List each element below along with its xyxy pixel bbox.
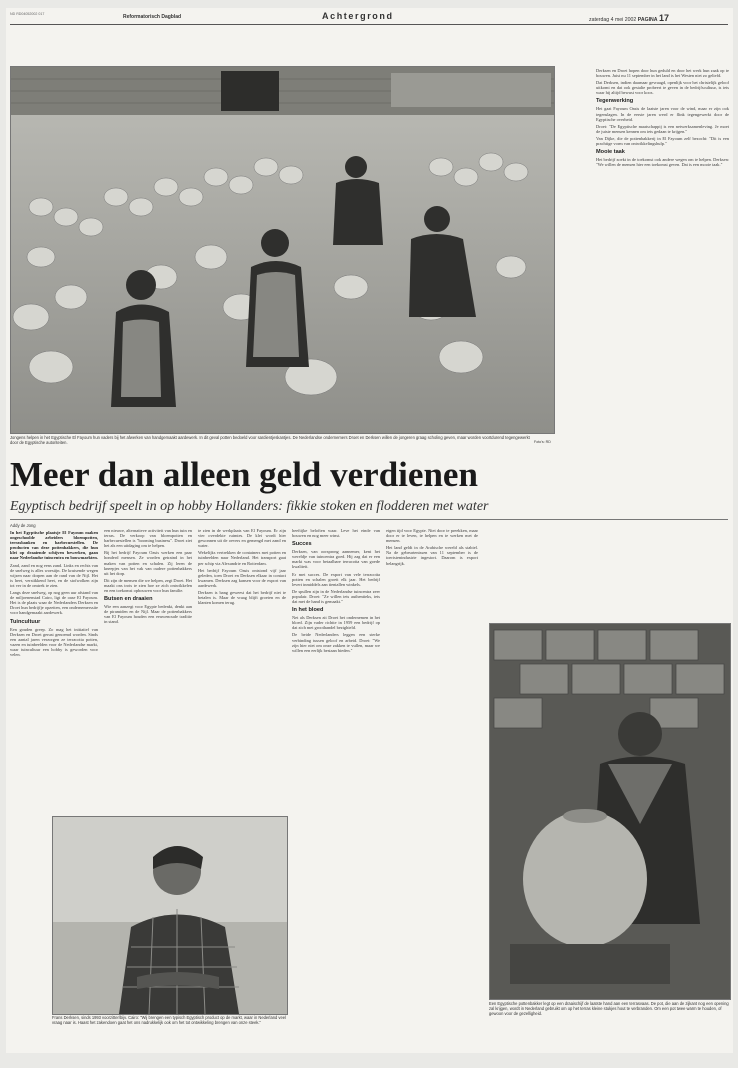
col4-paragraph-3: Er met succes. De export van vele terracotta potten en schalen groeit elk jaar. Het bedrijf levert inmiddels aan tientallen winkels. xyxy=(292,571,380,587)
col5-paragraph-2: Het land geldt in de Arabische wereld als stabiel. Na de gebeurtenissen van 11 september is de toeristenindustrie ingestort. Daarom is export belangrijk. xyxy=(386,545,478,566)
date-text: zaterdag 4 mei 2002 xyxy=(589,17,637,23)
byline: Addy de Jong xyxy=(10,523,36,528)
main-photo-pottery-boys xyxy=(10,66,555,434)
subhead-succes: Succes xyxy=(292,541,312,548)
article-column-5 xyxy=(386,528,478,606)
portrait-caption: Frans Derksen, sinds 1993 voorzitter/bijv. Cairo: "Wij brengen een typisch Egyptisch product op de markt, waar in Nederland veel vraag naar is. Haast het zakendoen gaat het ons nadrukkelijk ook om het tot ontwikkeling brengen van onze steek." xyxy=(52,1015,286,1025)
article-column-right xyxy=(596,68,729,593)
col4-paragraph-1: heeftijke beloften waar. Leve het einde van bouwen en nog meer winst. xyxy=(292,528,380,539)
col4-paragraph-5: Net als Derksen zit Droet het ondernemen in het bloed. Zijn vader richtte in 1959 een bedrijf op dat zich met groothandel bezighield. xyxy=(292,615,380,631)
header-rule xyxy=(10,24,728,25)
potter-photo-caption: Een Egyptische pottenbakker legt op een draaischijf de laatste hand aan een terrasvaas. De pot, die aan de zijkant nog een opening zal krijgen, wordt in Nederland gebruikt om op het terras kleine stukjes hout te verbranden. Om een pot twee warm te houden, of gewoon voor de gezelligheid. xyxy=(489,1001,729,1016)
potter-at-wheel-image xyxy=(490,624,730,999)
right-paragraph-3: Het gaat Fayoum Oasis de laatste jaren voor de wind, maar er zijn ook tegenslagen. In de eerste jaren werd er flink tegengewerkt door de Egyptische overheid. xyxy=(596,106,729,122)
col4-paragraph-4: De spullen zijn in de Nederlandse tuincentra zeer populair. Droet: "Ze willen iets authentieks, iets dat met de hand is gemaakt." xyxy=(292,588,380,605)
photo-credit: Foto's: RD xyxy=(534,440,551,444)
pottery-workshop-image xyxy=(11,67,554,433)
col3-paragraph-4: Derksen is bang geweest dat het bedrijf niet te betalen is. Maar de vraag blijft groeien en de klanten komen terug. xyxy=(198,590,286,606)
col1-paragraph-1: Zand, zand en nog eens zand. Links en rechts van de snelweg is alles woestijn. De kruisende wegen wijzen naar dorpen aan de rand van de Nijl. Het is heet, verstikkend heet, en de stofwolken zijn tot ver in de omtrek te zien. xyxy=(10,562,98,588)
section-title: Achtergrond xyxy=(322,11,394,21)
page-label: PAGINA xyxy=(637,17,658,23)
col4-paragraph-2: Derksen, van oorsprong aannemer, kent het wereldje van tuincentra goed. Hij zag dat er een markt was voor betaalbare terracotta van goede kwaliteit. xyxy=(292,549,380,570)
col1-paragraph-2: Langs deze snelweg, op nog geen uur afstand van de miljoenenstad Cairo, ligt de oase El Fayoum. Het is de plaats waar de Nederlanders Derksen en Droet hun bedrijfje opzetten, een ondernemerssite voor handgemaakt aardewerk. xyxy=(10,590,98,616)
subheadline: Egyptisch bedrijf speelt in op hobby Hollanders: fikkie stoken en flodderen met water xyxy=(10,499,489,514)
newspaper-page xyxy=(6,8,733,1053)
col2-paragraph-2: Bij het bedrijf Fayoum Oasis werken een paar honderd mensen. Ze worden getraind in het maken van potten en schalen. Zij leren de kneepjes van het vak van oudere pottenbakkers uit het dorp. xyxy=(104,550,192,576)
subhead-tegenwerking: Tegenwerking xyxy=(596,98,634,105)
col1-paragraph-3: Een gouden greep. Zo mag het initiatief van Derksen en Droet gerust genoemd worden. Sinds een aantal jaren verzorgen ze terracotta potten, vazen en tuinbeelden voor de Nederlandse markt, waar tuincultuur een hobby is geworden voor velen. xyxy=(10,626,98,657)
col3-paragraph-1: te zien in de werkplaats van El Fayoum. Er zijn vier overdekte ruimtes. De klei wordt hier gewonnen uit de oevers en gemengd met zand en water. xyxy=(198,528,286,549)
right-paragraph-5: Van Dijke, die de pottenbakkerij in El Fayoum zelf bezocht: "Dit is een prachtige vorm van ontwikkelingshulp." xyxy=(596,135,729,147)
subhead-tuincultuur: Tuincultuur xyxy=(10,618,41,625)
right-paragraph-4: Droet: "De Egyptische maatschappij is een netwerksamenleving. Je moet de juiste mensen kennen om iets gedaan te krijgen." xyxy=(596,123,729,134)
headline: Meer dan alleen geld verdienen xyxy=(10,455,478,494)
page-code: ND RD04052002 017 xyxy=(10,12,45,16)
publication-name: Reformatorisch Dagblad xyxy=(123,14,182,20)
article-column-2 xyxy=(104,528,192,815)
portrait-image xyxy=(53,817,287,1014)
subhead-mooie-taak: Mooie taak xyxy=(596,149,625,156)
col5-paragraph-1: eigen tijd voor Egypte. Niet door te preekken, maar door er te leven, te helpen en te werken met de mensen. xyxy=(386,528,478,544)
subhead-in-het-bloed: In het bloed xyxy=(292,607,324,614)
main-photo-caption: Jongens helpen in het Egyptische El Fayoum hun vaders bij het afwerken van handgemaakt aardewerk. In dit geval potten bedoeld voor sardientjeskantjes. De Nederlandse ondernemers Droet en Derksen willen de jongeren graag scholing geven, maar worden voortdurend tegengewerkt door de Egyptische autoriteiten. xyxy=(10,435,530,445)
header-date xyxy=(589,13,669,23)
article-column-3 xyxy=(198,528,286,815)
col2-paragraph-3: Dit zijn de mensen die we helpen, zegt Droet. Het maakt ons trots te zien hoe ze zich ontwikkelen en een toekomst opbouwen voor hun familie. xyxy=(104,577,192,594)
right-paragraph-1: Derksen en Droet hopen door hun geduld en door het werk hun zaak op te bouwen. Juist nu 11 september in het land is het Westen niet zo geliefd. xyxy=(596,68,729,79)
col3-paragraph-3: Het bedrijf Fayoum Oasis ontstond vijf jaar geleden, toen Droet en Derksen elkaar in contact kwamen. Derksen zag kansen voor de export van aardewerk. xyxy=(198,567,286,588)
col4-paragraph-6: De beide Nederlanders leggen een sterke verbinding tussen geloof en arbeid. Droet: "We zijn hier niet om onze zakken te vullen, maar we willen een eerlijk bestaan bieden." xyxy=(292,632,380,653)
col3-paragraph-2: Wekelijks vertrekken de containers met potten en tuinbeelden naar Nederland. Het transport gaat per schip via Alexandrie en Rotterdam. xyxy=(198,550,286,566)
article-column-4 xyxy=(292,528,380,1033)
potter-photo xyxy=(489,623,731,1000)
page-number: 17 xyxy=(659,13,670,23)
right-paragraph-6: Het bedrijf zoekt in de toekomst ook andere wegen om te helpen. Derksen: "We willen de mensen hier een toekomst geven. Dat is een mooie taak." xyxy=(596,157,729,168)
right-paragraph-2: Dat Derksen, indien daarnaar gevraagd, openlijk voor het christelijk geloof uitkomt en dat ook gestalte probeert te geven in de bedrijfscultuur, is iets waar hij altijd bewust voor koos. xyxy=(596,80,729,96)
subhead-butsen-en-draaien: Butsen en draaien xyxy=(104,596,153,603)
col2-paragraph-4: Wie een aanzegt voor Egypte bedenkt, denkt aan de piramiden en de Nijl. Maar de pottenbakkers van El Fayoum houden een eeuwenoude traditie in stand. xyxy=(104,604,192,625)
headline-rule xyxy=(10,519,728,520)
col2-paragraph-1: een nieuwe, alternatieve activiteit van hun tuin en terras. De verkoop van bloempotten en barbecuestellen is "booming business". Droet ziet het als een uitdaging om te helpen. xyxy=(104,528,192,549)
article-lead: In het Egyptische plaatsje El Fayoum maken ongeschoolde arbeiders bloempotten, terrasbanken en barbecuestellen. De producten van deze pottenbakkers, die hun klei op draaiende schijven bewerken, gaan naar Nederlandse tuincentra en bouwmarkten. xyxy=(10,530,98,561)
portrait-photo-frans-derksen xyxy=(52,816,288,1015)
article-column-1 xyxy=(10,530,98,815)
